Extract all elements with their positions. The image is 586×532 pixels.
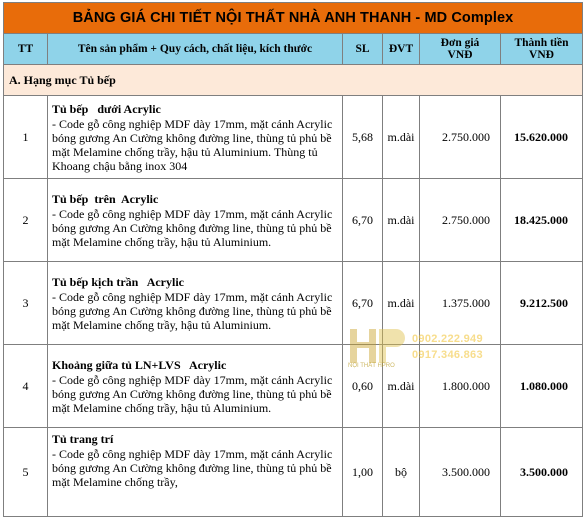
table-row bbox=[4, 345, 583, 428]
product-cell bbox=[48, 262, 343, 345]
sheet-title: BẢNG GIÁ CHI TIẾT NỘI THẤT NHÀ ANH THANH - MD Complex bbox=[4, 3, 583, 34]
product-desc: - Code gỗ công nghiệp MDF dày 17mm, mặt cánh Acrylic bóng gương An Cường không đường line, thùng tủ phủ bề mặt Melamine chống trầy, hậu tủ Aluminium. bbox=[52, 372, 333, 415]
watermark-phone-1: 0902.222.949 bbox=[412, 333, 483, 345]
header-total: Thành tiền VNĐ bbox=[501, 34, 583, 65]
product-name: Tủ bếp dưới Acrylic bbox=[52, 101, 161, 116]
row-number: 3 bbox=[4, 262, 48, 345]
product-name: Tủ bếp kịch trần Acrylic bbox=[52, 274, 185, 289]
header-dvt: ĐVT bbox=[383, 34, 420, 65]
product-name: Khoảng giữa tủ LN+LVS Acrylic bbox=[52, 357, 227, 372]
product-desc: - Code gỗ công nghiệp MDF dày 17mm, mặt cánh Acrylic bóng gương An Cường không đường line, thùng tủ phủ bề mặt Melamine chống trầy, hậu tủ Aluminium. Thùng tủ Khoang chậu bằng inox 304 bbox=[52, 116, 333, 173]
section-title: A. Hạng mục Tủ bếp bbox=[4, 65, 583, 96]
header-row bbox=[4, 34, 583, 65]
row-number: 2 bbox=[4, 179, 48, 262]
product-cell bbox=[48, 428, 343, 517]
header-tt: TT bbox=[4, 34, 48, 65]
quantity: 6,70 bbox=[343, 179, 383, 262]
quantity: 1,00 bbox=[343, 428, 383, 517]
line-total: 9.212.500 bbox=[501, 262, 583, 345]
line-total: 15.620.000 bbox=[501, 96, 583, 179]
unit-price: 2.750.000 bbox=[420, 179, 501, 262]
header-product: Tên sản phẩm + Quy cách, chất liệu, kích thước bbox=[48, 34, 343, 65]
product-name: Tủ bếp trên Acrylic bbox=[52, 191, 159, 206]
header-unit-price: Đơn giá VNĐ bbox=[420, 34, 501, 65]
unit: bộ bbox=[383, 428, 420, 517]
unit-price: 1.800.000 bbox=[420, 345, 501, 428]
table-row bbox=[4, 179, 583, 262]
price-table bbox=[3, 2, 583, 517]
watermark-label: NỘI THẤT HPRO bbox=[348, 363, 395, 369]
unit: m.dài bbox=[383, 179, 420, 262]
product-cell bbox=[48, 345, 343, 428]
unit: m.dài bbox=[383, 262, 420, 345]
section-row bbox=[4, 65, 583, 96]
table-row bbox=[4, 428, 583, 517]
header-sl: SL bbox=[343, 34, 383, 65]
row-number: 1 bbox=[4, 96, 48, 179]
product-desc: - Code gỗ công nghiệp MDF dày 17mm, mặt cánh Acrylic bóng gương An Cường không đường line, thùng tủ phủ bề mặt Melamine chống trầy, bbox=[52, 447, 333, 489]
table-row bbox=[4, 262, 583, 345]
quantity: 5,68 bbox=[343, 96, 383, 179]
table-row bbox=[4, 96, 583, 179]
quantity: 0,60 bbox=[343, 345, 383, 428]
line-total: 18.425.000 bbox=[501, 179, 583, 262]
product-cell bbox=[48, 179, 343, 262]
unit: m.dài bbox=[383, 345, 420, 428]
product-desc: - Code gỗ công nghiệp MDF dày 17mm, mặt cánh Acrylic bóng gương An Cường không đường line, thùng tủ phủ bề mặt Melamine chống trầy, hậu tủ Aluminium. bbox=[52, 289, 333, 332]
line-total: 3.500.000 bbox=[501, 428, 583, 517]
row-number: 5 bbox=[4, 428, 48, 517]
unit-price: 3.500.000 bbox=[420, 428, 501, 517]
unit-price: 1.375.000 bbox=[420, 262, 501, 345]
row-number: 4 bbox=[4, 345, 48, 428]
line-total: 1.080.000 bbox=[501, 345, 583, 428]
unit: m.dài bbox=[383, 96, 420, 179]
quantity: 6,70 bbox=[343, 262, 383, 345]
product-cell bbox=[48, 96, 343, 179]
price-sheet bbox=[3, 2, 582, 517]
unit-price: 2.750.000 bbox=[420, 96, 501, 179]
watermark-phone-2: 0917.346.863 bbox=[412, 349, 483, 361]
product-name: Tủ trang trí bbox=[52, 432, 114, 446]
product-desc: - Code gỗ công nghiệp MDF dày 17mm, mặt cánh Acrylic bóng gương An Cường không đường line, thùng tủ phủ bề mặt Melamine chống trầy, hậu tủ Aluminium. bbox=[52, 206, 333, 249]
